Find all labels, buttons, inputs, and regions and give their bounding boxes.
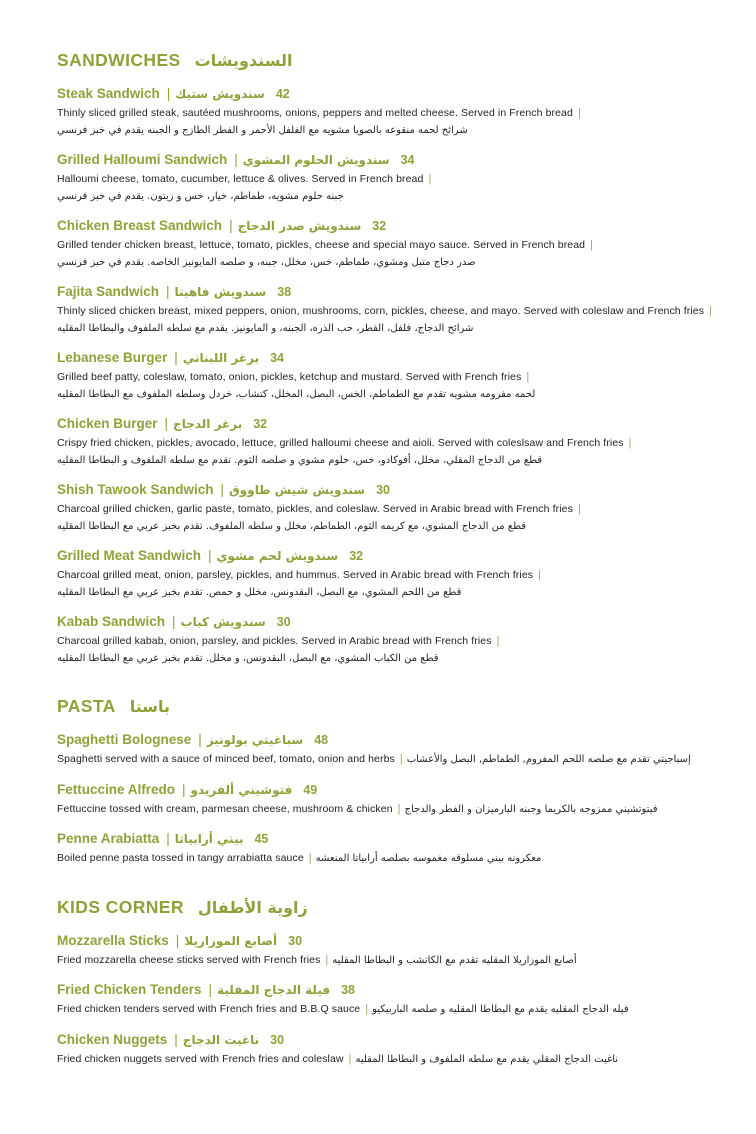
item-description-en: Fried mozzarella cheese sticks served with French fries <box>57 953 321 966</box>
section-title-en: SANDWICHES <box>57 50 181 70</box>
description-separator: | <box>397 802 401 815</box>
item-name-line <box>57 217 722 235</box>
item-name-line <box>57 85 722 103</box>
item-description <box>57 370 722 386</box>
item-description-ar: شرائح الدجاج، فلفل، الفطر، حب الذره، الجبنه، و المايونيز. يقدم مع سلطه الملفوف والبطاطا المقليه <box>57 322 474 334</box>
item-description <box>57 802 722 818</box>
menu-item <box>57 613 722 666</box>
item-description-en: Halloumi cheese, tomato, cucumber, lettuce & olives. Served in French bread <box>57 173 424 185</box>
description-separator: | <box>538 569 541 581</box>
item-description-ar: فيله الدجاج المقليه يقدم مع البطاطا المقليه و صلصه الباربيكيو <box>372 1004 629 1015</box>
item-name-en: Grilled Halloumi Sandwich <box>57 152 228 167</box>
item-name-en: Fettuccine Alfredo <box>57 781 176 797</box>
item-name-en: Penne Arabiatta <box>57 831 160 846</box>
item-name-en: Chicken Burger <box>57 416 158 431</box>
item-description-ar-line <box>57 387 722 403</box>
description-separator: | <box>428 173 432 185</box>
item-description <box>57 634 722 650</box>
item-name-line <box>57 1031 722 1049</box>
name-separator: | <box>174 1031 178 1047</box>
item-description-en: Fried chicken nuggets served with French fries and coleslaw <box>57 1052 344 1065</box>
item-description-ar: شرائح لحمه منقوعه بالصويا مشويه مع الفلفل الأحمر و الفطر الطازج و الجبنه يقدم في خبز فرنسي <box>57 124 468 136</box>
item-description-en: Fettuccine tossed with cream, parmesan cheese, mushroom & chicken <box>57 802 393 815</box>
item-description <box>57 502 722 518</box>
item-name-ar: أصابع الموزاريلا <box>184 933 278 948</box>
item-description-ar: معكرونه بيني مسلوقه مغموسه بصلصه أرابياتا المنعشه <box>315 853 542 864</box>
item-description <box>57 238 722 254</box>
description-separator: | <box>399 753 403 765</box>
description-separator: | <box>308 852 312 864</box>
item-description-ar: إسباجيتي تقدم مع صلصه اللحم المفروم, الطماطم, البصل والأعشاب <box>406 754 691 765</box>
menu-item <box>57 781 722 818</box>
item-description-en: Charcoal grilled kabab, onion, parsley, and pickles. Served in Arabic bread with French fries <box>57 635 492 647</box>
item-description-ar: لحمه مفرومه مشويه تقدم مع الطماطم، الخس، البصل، المخلل، كتشاب، خردل وسلطه الملفوف مع البطاطا المقليه <box>57 388 536 400</box>
description-separator: | <box>577 107 581 119</box>
item-name-line <box>57 781 722 799</box>
item-description-ar-line <box>57 585 722 601</box>
item-price: 32 <box>349 549 364 563</box>
item-name-line <box>57 349 722 367</box>
menu-item <box>57 349 722 402</box>
section-title-en: KIDS CORNER <box>57 896 184 917</box>
item-description-ar: قطع من الدجاج المقلي، مخلل، أفوكادو، خس، حلوم مشوي و صلصه الثوم. تقدم مع سلطه الملفوف و البطاطا المقليه <box>57 454 543 466</box>
item-name-ar: سباغيتي بولونيز <box>206 733 304 747</box>
item-name-ar: سندويش فاهيتا <box>174 285 267 299</box>
name-separator: | <box>175 932 180 948</box>
name-separator: | <box>234 152 238 167</box>
name-separator: | <box>198 732 202 747</box>
item-description-en: Grilled beef patty, coleslaw, tomato, onion, pickles, ketchup and mustard. Served with French fries <box>57 371 522 383</box>
item-description-ar-line <box>57 519 722 535</box>
item-description-ar: أصابع الموزاريلا المقليه تقدم مع الكاتشب و البطاطا المقليه <box>332 954 577 966</box>
name-separator: | <box>172 614 176 629</box>
item-price: 48 <box>314 733 329 747</box>
item-description-ar: ناغيت الدجاج المقلي يقدم مع سلطه الملفوف و البطاطا المقليه <box>355 1053 619 1065</box>
description-separator: | <box>348 1052 352 1065</box>
menu-item <box>57 85 722 138</box>
name-separator: | <box>182 781 186 797</box>
item-name-ar: بيني أرابياتا <box>174 832 244 846</box>
item-name-line <box>57 613 722 631</box>
menu-item <box>57 547 722 600</box>
item-name-en: Grilled Meat Sandwich <box>57 548 202 563</box>
item-name-en: Chicken Breast Sandwich <box>57 218 223 233</box>
item-name-en: Shish Tawook Sandwich <box>57 482 214 497</box>
description-separator: | <box>365 1003 369 1015</box>
item-description-en: Spaghetti served with a sauce of minced beef, tomato, onion and herbs <box>57 753 395 765</box>
item-price: 30 <box>276 615 291 629</box>
item-description <box>57 1002 722 1018</box>
item-name-ar: برغر الدجاج <box>173 417 243 431</box>
item-name-en: Spaghetti Bolognese <box>57 732 192 747</box>
item-price: 34 <box>270 351 284 365</box>
item-description <box>57 752 722 768</box>
item-name-line <box>57 415 722 433</box>
item-description <box>57 568 722 584</box>
menu-item <box>57 283 722 336</box>
item-name-line <box>57 981 722 999</box>
menu-item <box>57 932 722 969</box>
item-name-en: Steak Sandwich <box>57 86 160 101</box>
name-separator: | <box>229 218 233 233</box>
item-name-line <box>57 932 722 950</box>
item-description-en: Thinly sliced chicken breast, mixed peppers, onion, mushrooms, corn, pickles, cheese, and mayo. Served with coleslaw and French fries <box>57 305 705 317</box>
item-name-line <box>57 830 722 848</box>
item-description-ar-line <box>57 453 722 469</box>
item-name-line <box>57 731 722 749</box>
item-name-ar: فيلة الدجاج المقلية <box>217 983 331 997</box>
item-name-en: Fajita Sandwich <box>57 284 160 299</box>
item-name-en: Lebanese Burger <box>57 350 168 365</box>
item-name-ar: سندويش شيش طاووق <box>229 483 366 497</box>
item-description <box>57 172 722 188</box>
item-description-en: Boiled penne pasta tossed in tangy arrabiatta sauce <box>57 852 304 864</box>
item-description-en: Crispy fried chicken, pickles, avocado, lettuce, grilled halloumi cheese and aioli. Served with coleslsaw and French fries <box>57 437 624 449</box>
item-description <box>57 1052 722 1068</box>
item-description <box>57 304 722 320</box>
item-name-line <box>57 151 722 169</box>
name-separator: | <box>208 548 212 563</box>
item-price: 30 <box>376 483 390 497</box>
item-price: 38 <box>341 983 355 997</box>
description-separator: | <box>577 503 581 515</box>
description-separator: | <box>628 437 632 449</box>
item-price: 32 <box>253 417 268 431</box>
item-description-en: Charcoal grilled meat, onion, parsley, pickles, and hummus. Served in Arabic bread with French fries <box>57 569 534 581</box>
description-separator: | <box>590 239 593 251</box>
item-description-en: Grilled tender chicken breast, lettuce, tomato, pickles, cheese and special mayo sauce. Served in French bread <box>57 239 586 251</box>
menu-item <box>57 830 722 867</box>
item-name-ar: سندويش ستيك <box>175 87 265 101</box>
item-price: 32 <box>372 219 387 233</box>
description-separator: | <box>526 371 530 383</box>
item-name-ar: فتوشيني ألفريدو <box>190 782 293 797</box>
item-description <box>57 851 722 867</box>
item-description-ar: قطع من الدجاج المشوي، مع كريمه الثوم، الطماطم، مخلل و سلطه الملفوف. تقدم بخبز عربي مع البطاطا المقليه <box>57 520 527 532</box>
item-name-en: Kabab Sandwich <box>57 614 166 629</box>
item-name-ar: سندويش صدر الدجاج <box>237 219 362 233</box>
description-separator: | <box>709 305 712 317</box>
item-description-en: Fried chicken tenders served with French fries and B.B.Q sauce <box>57 1003 361 1015</box>
menu-section-pasta <box>57 696 722 867</box>
section-title-ar: باستا <box>129 697 171 716</box>
menu-item <box>57 1031 722 1068</box>
item-price: 34 <box>400 153 415 167</box>
name-separator: | <box>166 831 170 846</box>
item-name-ar: سندويش الحلوم المشوي <box>242 153 390 167</box>
item-price: 42 <box>275 87 290 101</box>
name-separator: | <box>164 416 169 431</box>
description-separator: | <box>496 635 500 647</box>
section-title-en: PASTA <box>57 696 116 716</box>
item-name-ar: برغر اللبناني <box>182 351 260 365</box>
item-description <box>57 106 722 122</box>
section-header <box>57 897 722 918</box>
menu-item <box>57 981 722 1018</box>
menu-item <box>57 481 722 534</box>
item-description-ar: فيتوتشيني ممزوجه بالكريما وجبنه البارميزان و الفطر والدجاج <box>404 803 658 815</box>
item-description-ar: جبنه حلوم مشويه، طماطم، خيار، خس و زيتون. يقدم في خبز فرنسي <box>57 190 344 202</box>
item-description-ar-line <box>57 189 722 205</box>
item-price: 30 <box>270 1032 285 1047</box>
section-header <box>57 696 722 717</box>
menu-item <box>57 415 722 468</box>
item-name-line <box>57 481 722 499</box>
section-title-ar: زاوية الأطفال <box>197 897 308 917</box>
section-header <box>57 50 722 71</box>
name-separator: | <box>208 982 213 997</box>
item-description-ar-line <box>57 321 722 337</box>
item-description-ar: صدر دجاج متبل ومشوي، طماطم، خس، مخلل، جبنه، و صلصه المايونيز الخاصه. يقدم في خبز فرنسي <box>57 256 476 268</box>
item-description-ar-line <box>57 123 722 139</box>
item-name-ar: سندويش لحم مشوي <box>216 549 339 563</box>
item-price: 30 <box>288 933 303 948</box>
menu-item <box>57 217 722 270</box>
item-name-ar: ناغيت الدجاج <box>182 1032 260 1047</box>
item-name-line <box>57 547 722 565</box>
menu-item <box>57 731 722 768</box>
item-description-en: Charcoal grilled chicken, garlic paste, tomato, pickles, and coleslaw. Served in Arabic bread with French fries <box>57 503 573 515</box>
menu-item <box>57 151 722 204</box>
item-name-en: Chicken Nuggets <box>57 1031 168 1047</box>
description-separator: | <box>325 953 329 966</box>
item-price: 45 <box>254 832 269 846</box>
name-separator: | <box>220 482 225 497</box>
menu-section-kids-corner <box>57 897 722 1068</box>
item-name-ar: سندويش كباب <box>180 615 266 629</box>
section-title-ar: السندويشات <box>194 51 293 70</box>
item-description <box>57 436 722 452</box>
item-description-ar: قطع من الكباب المشوي، مع البصل، البقدونس، و مخلل. تقدم بخبز عربي مع البطاطا المقليه <box>57 652 439 664</box>
item-description <box>57 953 722 969</box>
item-price: 38 <box>277 285 292 299</box>
item-description-ar-line <box>57 651 722 667</box>
name-separator: | <box>166 86 171 101</box>
item-description-ar-line <box>57 255 722 271</box>
item-price: 49 <box>303 782 318 797</box>
item-name-line <box>57 283 722 301</box>
name-separator: | <box>174 350 178 365</box>
item-description-en: Thinly sliced grilled steak, sautéed mushrooms, onions, peppers and melted cheese. Served in French bread <box>57 107 573 119</box>
name-separator: | <box>166 284 170 299</box>
item-name-en: Mozzarella Sticks <box>57 932 169 948</box>
item-name-en: Fried Chicken Tenders <box>57 982 202 997</box>
menu-section-sandwiches <box>57 50 722 666</box>
item-description-ar: قطع من اللحم المشوي، مع البصل، البقدونس، مخلل و حمص. تقدم بخبز عربي مع البطاطا المقليه <box>57 586 462 598</box>
